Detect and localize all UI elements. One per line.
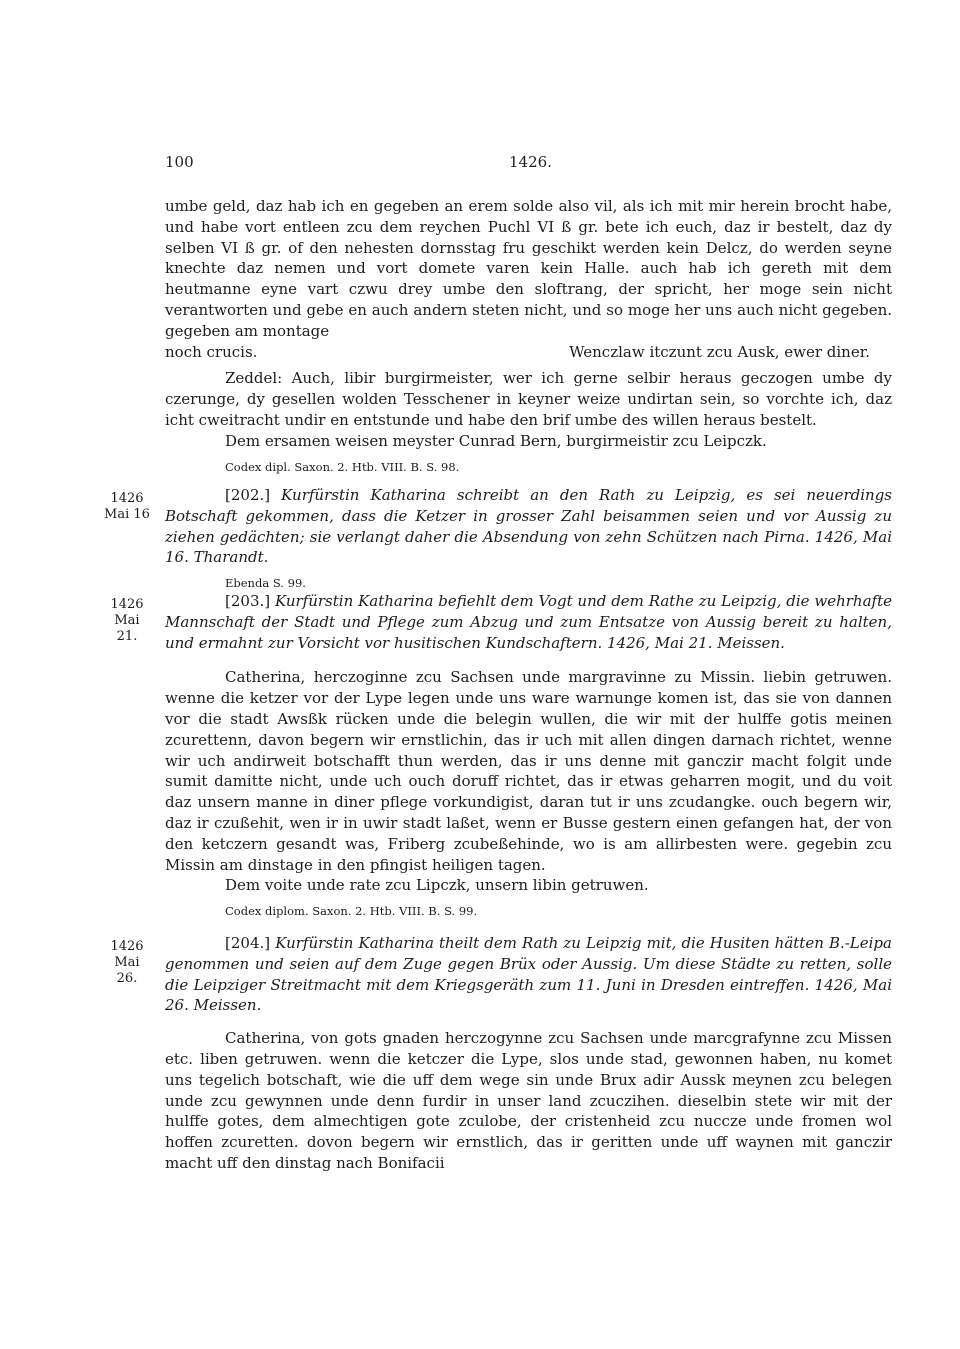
page-header-year: 1426. bbox=[509, 153, 552, 171]
document-203 bbox=[165, 591, 892, 920]
margin-date-202 bbox=[103, 491, 151, 523]
closing-date: noch crucis. bbox=[165, 342, 258, 361]
document-number: [202.] bbox=[225, 486, 271, 504]
margin-day: Mai 16 bbox=[104, 507, 150, 522]
letter-closing bbox=[165, 342, 892, 363]
regest-text: Kurfürstin Katharina schreibt an den Rath zu Leipzig, es sei neuerdings Botschaft gekommen, dass die Ketzer in grosser Zahl beisammen seien und vor Aussig zu ziehen gedächten; sie verlangt daher die Absendung von zehn Schützen nach Pirna. 1426, Mai 16. Tharandt. bbox=[165, 486, 892, 567]
source-citation: Ebenda S. 99. bbox=[225, 576, 306, 591]
signature: Wenczlaw itczunt zcu Ausk, ewer diner. bbox=[569, 342, 870, 361]
letter-address-203: Dem voite unde rate zcu Lipczk, unsern libin getruwen. bbox=[225, 876, 649, 895]
margin-day: Mai 21. bbox=[114, 613, 140, 644]
document-number: [203.] bbox=[225, 592, 271, 610]
letter-body-203: Catherina, herczoginne zcu Sachsen unde margravinne zu Missin. liebin getruwen. wenne die ketzer vor der Lype legen unde uns ware warnunge komen ist, das sie von dannen vor die stadt Awsßk rücken unde die belegin wullen, die wir mit der hulffe gotis meinen zcurettenn, davon begern wir ernstlichin, das ir uch mit allen dingen darnach richtet, wenne wir uch andirweit botschafft thun werden, das ir uns denne mit ganczir macht folgit unde sumit damitte nicht, unde uch ouch doruff richtet, das ir etwas geharren mogit, und du voit daz unsern manne in diner pflege vorkundigist, daran tut ir uns zcudangke. ouch begern wir, daz ir czußehit, wen ir in uwir stadt laßet, wenn er Busse gestern einen gefangen hat, der von den ketczern gesandt was, Friberg zcubeßehinde, wo is am allirbesten were. gegebin zcu Missin am dinstage in den pfingist heiligen tagen. bbox=[165, 668, 892, 874]
margin-year: 1426 bbox=[110, 491, 144, 506]
regest-204 bbox=[165, 933, 892, 1016]
regest-text: Kurfürstin Katharina befiehlt dem Vogt und dem Rathe zu Leipzig, die wehrhafte Mannschaft der Stadt und Pflege zum Abzug und zum Entsatze von Aussig bereit zu halten, und ermahnt zur Vorsicht vor husitischen Kundschaftern. 1426, Mai 21. Meissen. bbox=[165, 592, 892, 652]
margin-year: 1426 bbox=[110, 597, 144, 612]
margin-day: Mai 26. bbox=[114, 955, 140, 986]
margin-date-203 bbox=[103, 597, 151, 645]
letter-body: umbe geld, daz hab ich en gegeben an erem solde also vil, als ich mit mir herein brocht habe, und habe vort entleen zcu dem reychen Puchl VI ß gr. bete ich euch, daz ir bestelt, daz dy selben VI ß gr. of den nehesten dornsstag fru geschikt werden kein Delcz, do werden seyne knechte daz nemen und vort domete varen kein Halle. auch hab ich gereth mit dem heutmanne eyne vart czwu drey umbe den sloftrang, der spricht, her moge sein nicht verantworten und gebe en auch andern steten nicht, und so moge her uns auch nicht gegeben. gegeben am montage bbox=[165, 197, 892, 340]
document-202 bbox=[165, 485, 892, 592]
letter-continuation bbox=[165, 196, 892, 476]
zeddel-paragraph: Zeddel: Auch, libir burgirmeister, wer ich gerne selbir heraus geczogen umbe dy czerunge, dy gesellen wolden Tesschener in keyner weize undirtan sein, so vorchte ich, daz icht cweitracht undir en entstunde und habe den brif umbe des willen heraus bestelt. bbox=[165, 369, 892, 429]
document-number: [204.] bbox=[225, 934, 271, 952]
document-204 bbox=[165, 933, 892, 1174]
source-citation: Codex dipl. Saxon. 2. Htb. VIII. B. S. 98. bbox=[225, 459, 460, 474]
margin-year: 1426 bbox=[110, 939, 144, 954]
source-citation: Codex diplom. Saxon. 2. Htb. VIII. B. S. 99. bbox=[225, 904, 478, 919]
regest-203 bbox=[165, 591, 892, 653]
letter-address: Dem ersamen weisen meyster Cunrad Bern, burgirmeistir zcu Leipczk. bbox=[225, 431, 767, 450]
regest-202 bbox=[165, 485, 892, 568]
regest-text: Kurfürstin Katharina theilt dem Rath zu Leipzig mit, die Husiten hätten B.-Leipa genommen und seien auf dem Zuge gegen Brüx oder Aussig. Um diese Städte zu retten, solle die Leipziger Streitmacht mit dem Kriegsgeräth zum 11. Juni in Dresden eintreffen. 1426, Mai 26. Meissen. bbox=[165, 934, 892, 1015]
margin-date-204 bbox=[103, 939, 151, 987]
page-number: 100 bbox=[165, 153, 194, 171]
letter-body-204: Catherina, von gots gnaden herczogynne zcu Sachsen unde marcgrafynne zcu Missen etc. liben getruwen. wenn die ketczer die Lype, slos unde stad, gewonnen haben, nu komet uns tegelich botschaft, wie die uff dem wege sin unde Brux adir Aussk meynen zcu belegen unde zcu gewynnen unde denn furdir in unser land zcuczihen. dieselbin stete wir mit der hulffe gotes, dem almechtigen gote zculobe, der cristenheid zcu nuccze unde fromen wol hoffen zcuretten. dovon begern wir ernstlich, das ir geritten unde uff waynen mit ganczir macht uff den dinstag nach Bonifacii bbox=[165, 1029, 892, 1172]
